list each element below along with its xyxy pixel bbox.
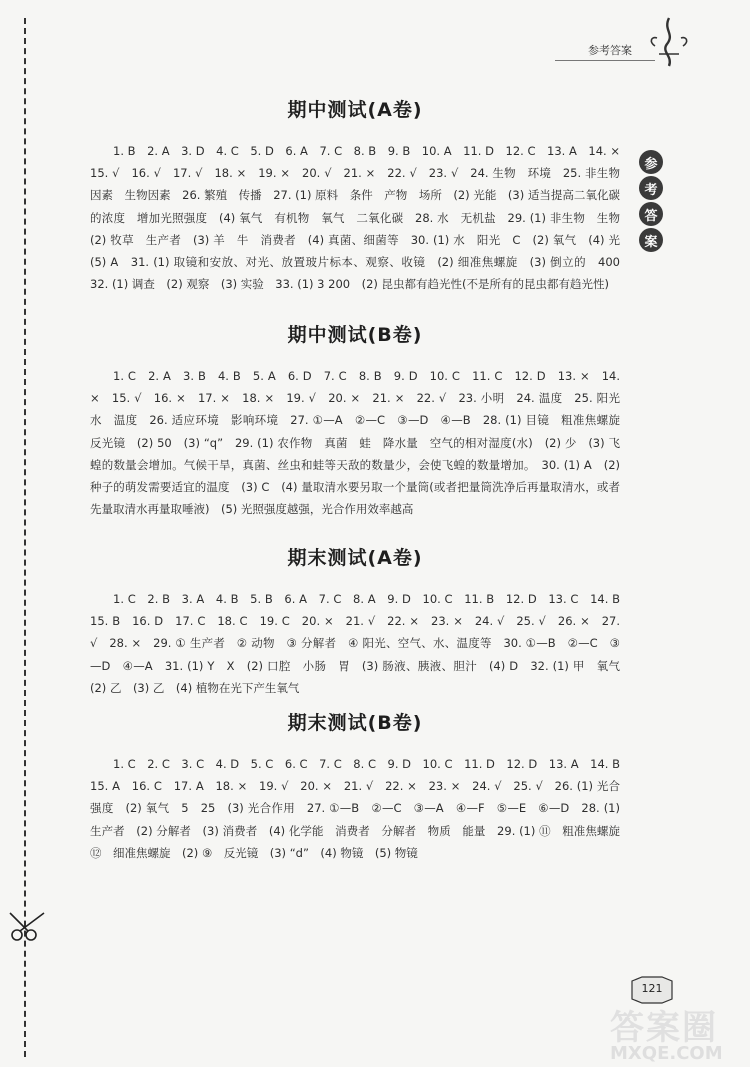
cut-line (24, 18, 26, 1057)
watermark-text: 答案圈 (610, 1008, 718, 1048)
watermark (610, 1000, 750, 1067)
section-final-a (90, 543, 632, 699)
side-tab-char: 参 (639, 150, 663, 174)
side-tab-char: 答 (639, 202, 663, 226)
page-number: 121 (641, 982, 663, 995)
header-label: 参考答案 (588, 44, 632, 57)
section-answers: 1. C 2. B 3. A 4. B 5. B 6. A 7. C 8. A 9. D 10. C 11. B 12. D 13. C 14. B 15. B 16. D 17. C 18. C 19. C 20. × 21. √ 22. × 23. × 24. √ 25. √ 26. × 27. √ 28. × 29. ① 生产者 ② 动物 ③ 分解者 ④ 阳光、空气、水、温度等 30. ①—B ②—C ③—D ④—A 31. (1) Y X (2) 口腔 小肠 胃 (3) 肠液、胰液、胆汁 (4) D 32. (1) 甲 氧气 (2) 乙 (3) 乙 (4) 植物在光下产生氧气 (90, 592, 632, 695)
header-rule (555, 60, 655, 61)
section-title: 期中测试(B卷) (287, 324, 423, 346)
side-tab-char: 考 (639, 176, 663, 200)
side-tab (636, 150, 666, 250)
section-title: 期中测试(A卷) (287, 99, 423, 121)
section-title: 期末测试(A卷) (287, 547, 423, 569)
side-tab-char: 案 (639, 228, 663, 252)
scissors-icon (8, 905, 48, 945)
section-answers: 1. C 2. C 3. C 4. D 5. C 6. C 7. C 8. C 9. D 10. C 11. D 12. D 13. A 14. B 15. A 16. C 17. A 18. × 19. √ 20. × 21. √ 22. × 23. × 24. √ 25. √ 26. (1) 光合 强度 (2) 氧气 5 25 (3) 光合作用 27. ①—B ②—C ③—A ④—F ⑤—E ⑥—D 28. (1) 生产者 (2) 分解者 (3) 消费者 (4) 化学能 消费者 分解者 物质 能量 29. (1) ⑪ 粗准焦螺旋 ⑫ 细准焦螺旋 (2) ⑨ 反光镜 (3) “d” (4) 物镜 (5) 物镜 (90, 757, 632, 860)
section-answers: 1. C 2. A 3. B 4. B 5. A 6. D 7. C 8. B 9. D 10. C 11. C 12. D 13. × 14. × 15. √ 16. × 17. × 18. × 19. √ 20. × 21. × 22. √ 23. 小明 24. 温度 25. 阳光 水 温度 26. 适应环境 影响环境 27. ①—A ②—C ③—D ④—B 28. (1) 目镜 粗准焦螺旋 反光镜 (2) 50 (3) “q” 29. (1) 农作物 真菌 蛙 降水量 空气的相对湿度(水) (2) 少 (3) 飞蝗的数量会增加。气候干旱，真菌、丝虫和蛙等天敌的数量少，会使飞蝗的数量增加。 30. (1) A (2) 种子的萌发需要适宜的温度 (3) C (4) 量取清水要另取一个量筒(或者把量筒洗净后再量取清水，或者先量取清水再量取唾液) (5) 光照强度越强，光合作用效率越高 (90, 369, 632, 517)
section-midterm-a (90, 95, 632, 295)
section-title: 期末测试(B卷) (287, 712, 423, 734)
section-final-b (90, 708, 632, 864)
watermark-url: MXQE.COM (610, 1043, 723, 1064)
section-answers: 1. B 2. A 3. D 4. C 5. D 6. A 7. C 8. B 9. B 10. A 11. D 12. C 13. A 14. × 15. √ 16. √ 17. √ 18. × 19. × 20. √ 21. × 22. √ 23. √ 24. 生物 环境 25. 非生物因素 生物因素 26. 繁殖 传播 27. (1) 原料 条件 产物 场所 (2) 光能 (3) 适当提高二氧化碳的浓度 增加光照强度 (4) 氧气 有机物 氧气 二氧化碳 28. 水 无机盐 29. (1) 非生物 生物 (2) 牧草 生产者 (3) 羊 牛 消费者 (4) 真菌、细菌等 30. (1) 水 阳光 C (2) 氧气 (4) 光 (5) A 31. (1) 取镜和安放、对光、放置玻片标本、观察、收镜 (2) 细准焦螺旋 (3) 倒立的 400 32. (1) 调查 (2) 观察 (3) 实验 33. (1) 3 200 (2) 昆虫都有趋光性(不是所有的昆虫都有趋光性) (90, 144, 632, 292)
section-midterm-b (90, 320, 632, 520)
